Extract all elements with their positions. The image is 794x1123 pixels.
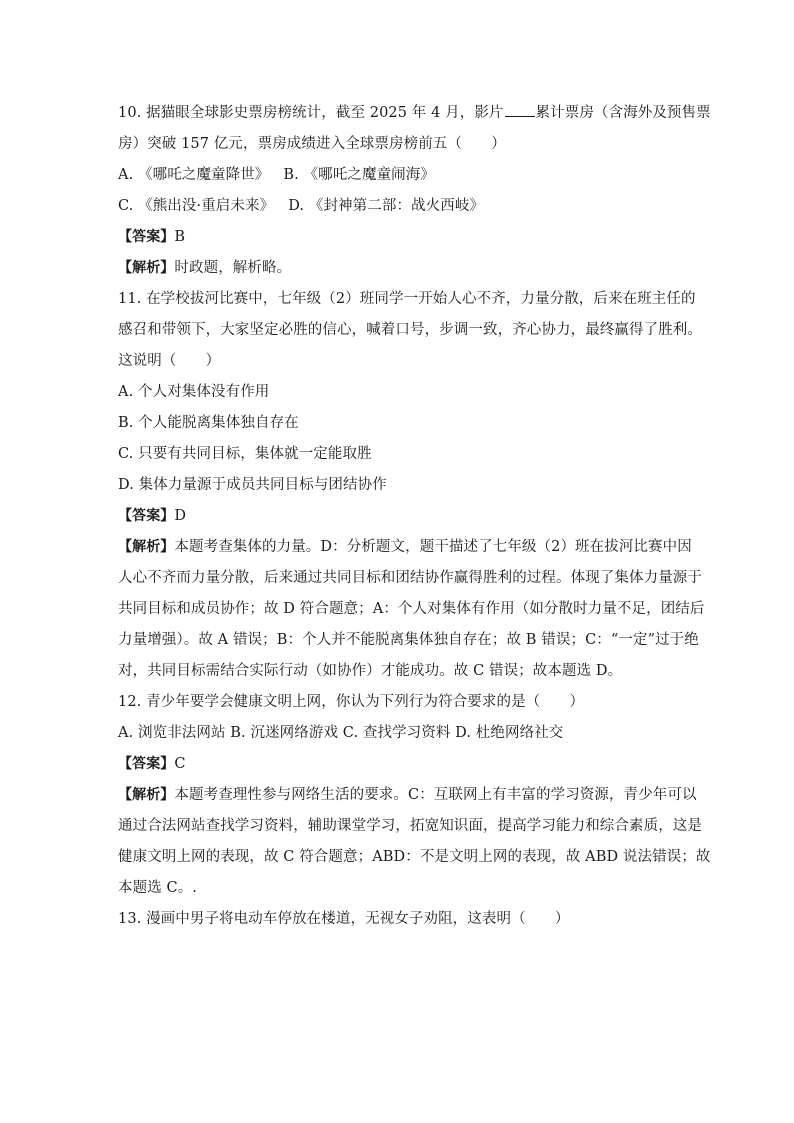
answer-value: D [174, 508, 187, 524]
q12-analysis-line4: 本题选 C。. [118, 880, 198, 896]
q11-analysis-line5: 对，共同目标需结合实际行动（如协作）才能成功。故 C 错误；故本题选 D。 [118, 663, 623, 679]
analysis-tag: 【解析】 [118, 787, 175, 803]
analysis-text: 本题考查理性参与网络生活的要求。C：互联网上有丰富的学习资源，青少年可以 [174, 787, 697, 803]
q13-stem-line1: 13. 漫画中男子将电动车停放在楼道，无视女子劝阻，这表明（ ） [118, 911, 570, 927]
q10-analysis [118, 253, 683, 284]
q11-answer [118, 501, 683, 532]
q11-stem-line1: 11. 在学校拔河比赛中，七年级（2）班同学一开始人心不齐，力量分散，后来在班主任的 [118, 291, 696, 307]
q12-answer [118, 749, 683, 780]
q12-analysis-line2: 通过合法网站查找学习资料，辅助课堂学习，拓宽知识面，提高学习能力和综合素质，这是 [118, 818, 702, 834]
fill-blank [505, 102, 535, 117]
analysis-text: 本题考查集体的力量。D：分析题文，题干描述了七年级（2）班在拔河比赛中因 [174, 539, 692, 555]
q12-analysis-line3: 健康文明上网的表现，故 C 符合题意；ABD：不是文明上网的表现，故 ABD 说法错误；故 [118, 849, 711, 865]
q10-option-b: B. 《哪吒之魔童闹海》 [283, 167, 435, 183]
q10-stem-text-cont: 累计票房（含海外及预售票 [535, 105, 711, 121]
q10-option-c: C. 《熊出没·重启未来》 [118, 198, 275, 214]
q10-stem-line2: 房）突破 157 亿元，票房成绩进入全球票房榜前五（ ） [118, 136, 506, 152]
q11-analysis-line2: 人心不齐而力量分散，后来通过共同目标和团结协作赢得胜利的过程。体现了集体力量源于 [118, 570, 702, 586]
q10-answer [118, 222, 683, 253]
q11-option-c: C. 只要有共同目标，集体就一定能取胜 [118, 446, 372, 462]
answer-tag: 【答案】 [118, 756, 175, 772]
q11-analysis-line3: 共同目标和成员协作；故 D 符合题意；A：个人对集体有作用（如分散时力量不足，团结后 [118, 601, 705, 617]
analysis-text: 时政题，解析略。 [174, 260, 292, 276]
q10-options-row1 [118, 160, 683, 191]
q12-analysis-line1 [118, 780, 697, 811]
analysis-tag: 【解析】 [118, 260, 175, 276]
answer-value: B [174, 229, 186, 245]
q10-option-d: D. 《封神第二部：战火西岐》 [288, 198, 485, 214]
q11-analysis-line1 [118, 532, 692, 563]
answer-value: C [174, 756, 186, 772]
q11-option-a: A. 个人对集体没有作用 [118, 384, 270, 400]
q10-option-a: A. 《哪吒之魔童降世》 [118, 167, 270, 183]
q11-stem-line2: 感召和带领下，大家坚定必胜的信心，喊着口号，步调一致，齐心协力，最终赢得了胜利。 [118, 322, 702, 338]
q12-stem-line1: 12. 青少年要学会健康文明上网，你认为下列行为符合要求的是（ ） [118, 694, 585, 710]
exam-page [118, 98, 711, 935]
q10-stem-text: 10. 据猫眼全球影史票房榜统计，截至 2025 年 4 月，影片 [118, 105, 504, 121]
q11-stem-line3: 这说明（ ） [118, 353, 221, 369]
analysis-tag: 【解析】 [118, 539, 175, 555]
q11-option-b: B. 个人能脱离集体独自存在 [118, 415, 299, 431]
q10-options-row2 [118, 191, 683, 222]
q12-options: A. 浏览非法网站 B. 沉迷网络游戏 C. 查找学习资料 D. 杜绝网络社交 [118, 725, 564, 741]
answer-tag: 【答案】 [118, 508, 175, 524]
q11-analysis-line4: 力量增强）。故 A 错误；B：个人并不能脱离集体独自存在；故 B 错误；C：“一定”过于绝 [118, 632, 699, 648]
q10-stem-line1 [118, 98, 711, 129]
q11-option-d: D. 集体力量源于成员共同目标与团结协作 [118, 477, 387, 493]
answer-tag: 【答案】 [118, 229, 175, 245]
